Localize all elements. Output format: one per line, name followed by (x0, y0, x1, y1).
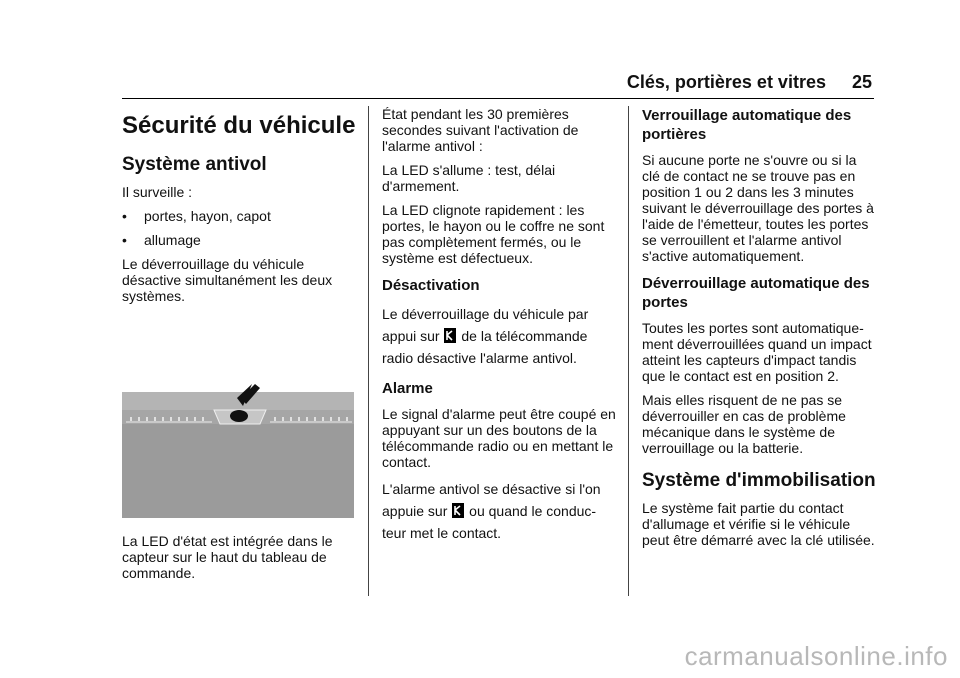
bullet-icon: • (122, 232, 127, 248)
unlock-key-icon (444, 328, 456, 343)
paragraph: Toutes les portes sont automatique- ment déverrouillées quand un impact atteint les capteurs d'impact tandis que le contact est en position 2. (642, 320, 872, 384)
paragraph: Le système fait partie du contact d'allumage et vérifie si le véhicule peut être démarré avec la clé utilisée. (642, 500, 875, 548)
page-number: 25 (851, 72, 872, 92)
list-item (122, 208, 358, 224)
list-item (122, 232, 358, 248)
paragraph: Mais elles risquent de ne pas se déverrouiller en cas de problème mécanique dans le système de verrouillage ou la batterie. (642, 392, 846, 456)
text-fragment: Le déverrouillage du véhicule par appui sur (382, 306, 589, 344)
paragraph: La LED clignote rapidement : les portes, le hayon ou le coffre ne sont pas complètement fermés, ou le système est défectueux. (382, 202, 605, 266)
text-fragment: de la télécommande radio désactive l'alarme antivol. (382, 328, 588, 366)
list-item-text: portes, hayon, capot (144, 208, 271, 224)
header-rule (122, 98, 874, 99)
column-divider (368, 106, 369, 596)
page-title: Sécurité du véhicule (122, 112, 356, 139)
unlock-key-icon (452, 503, 464, 518)
section-title: Clés, portières et vitres (626, 72, 826, 92)
page-header (627, 72, 872, 93)
text-fragment: ou quand le conduc- teur met le contact. (382, 503, 597, 541)
heading-immobiliser: Système d'immobilisation (642, 470, 876, 491)
paragraph: La LED s'allume : test, délai d'armement. (382, 162, 556, 194)
column-divider (628, 106, 629, 596)
paragraph: État pendant les 30 premières secondes suivant l'activation de l'alarme antivol : (382, 106, 579, 154)
figure-caption: La LED d'état est intégrée dans le capteur sur le haut du tableau de commande. (122, 533, 333, 581)
paragraph: Le déverrouillage du véhicule désactive simultanément les deux systèmes. (122, 256, 333, 304)
section-heading-antivol: Système antivol (122, 154, 267, 175)
column-left (122, 106, 358, 589)
paragraph (382, 478, 618, 544)
watermark: carmanualsonline.info (684, 641, 948, 671)
heading-auto-lock: Verrouillage automatique des portières (642, 107, 852, 143)
paragraph: Si aucune porte ne s'ouvre ou si la clé de contact ne se trouve pas en position 1 ou 2 dans les 3 minutes suivant le déverrouillage des portes à l'aide de l'émetteur, toutes les portes se verrouillent et l'alarme antivol s'active automatiquement. (642, 152, 874, 264)
heading-alarm: Alarme (382, 380, 433, 397)
heading-auto-unlock: Déverrouillage automatique des portes (642, 275, 870, 311)
paragraph (382, 303, 618, 369)
intro-text: Il surveille : (122, 184, 193, 200)
bullet-icon: • (122, 208, 127, 224)
dashboard-sensor-figure (122, 384, 354, 518)
heading-deactivation: Désactivation (382, 277, 480, 294)
column-middle (382, 106, 618, 552)
paragraph: Le signal d'alarme peut être coupé en appuyant sur un des boutons de la télécommande radio ou en mettant le contact. (382, 406, 616, 470)
column-right (642, 106, 878, 556)
text-fragment: L'alarme antivol se désactive si l'on appuie sur (382, 481, 601, 519)
list-item-text: allumage (144, 232, 201, 248)
